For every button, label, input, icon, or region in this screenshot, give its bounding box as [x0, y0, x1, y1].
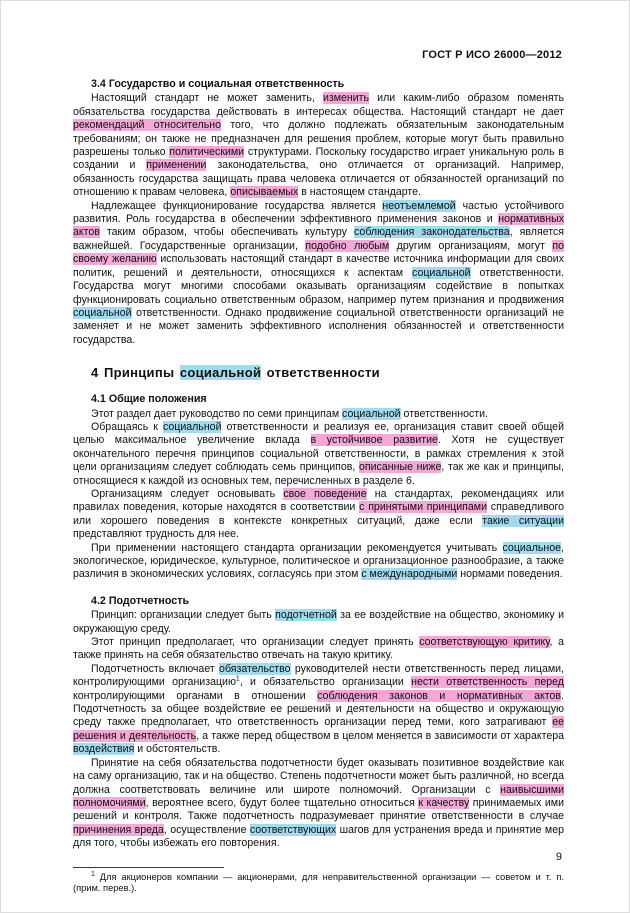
document-body [73, 78, 564, 895]
footnote-body: Для акционеров компании — акционерами, для неправительственной организации — советом и т. п. (прим. перев.). [73, 871, 564, 894]
paragraph: Организациям следует основывать свое поведение на стандартах, рекомендациях или правилах поведения, которые находятся в соответствии с принятыми принципами справедливого или хорошего поведения в контексте конкретных ситуаций, даже если такие ситуации представляют трудность для нее. [73, 487, 565, 541]
paragraph: Настоящий стандарт не может заменить, изменить или каким-либо образом поменять обязательства государства действовать в интересах общества. Настоящий стандарт не дает рекомендаций относительно того, что должно подлежать обязательным законодательным требованиям; он также не предназначен для решения проблем, которые могут быть правильно разрешены только политическими структурами. Поскольку государство играет уникальную роль в создании и применении законодательства, оно отличается от организаций. Например, обязанность государства защищать права человека отличается от обязанностей организаций по отношению к правам человека, описываемых в настоящем стандарте. [73, 92, 564, 199]
page-number: 9 [555, 851, 562, 863]
heading-3-4: 3.4 Государство и социальная ответственность [91, 78, 345, 90]
paragraph: Принцип: организации следует быть подотчетной за ее воздействие на общество, экономику и окружающую среду. [73, 609, 565, 635]
footnote-text [73, 872, 564, 895]
paragraph: Этот раздел дает руководство по семи принципам социальной ответственности. [91, 407, 488, 420]
running-header [422, 49, 562, 61]
paragraph: Подотчетность включает обязательство руководителей нести ответственность перед лицами, контролирующими организацию$^1$, и обязательство организации нести ответственность перед контролирующими органами в отношении соблюдения законов и нормативных актов. Подотчетность за общее воздействие ее решений и деятельности на общество и окружающую среду также предполагает, что ответственность организации перед теми, кого затрагивают ее решения и деятельность, а также перед обществом в целом меняется в зависимости от характера воздействия и обстоятельств. [73, 662, 564, 756]
paragraph: Принятие на себя обязательства подотчетности будет оказывать позитивное воздействие как на саму организацию, так и на общество. Степень подотчетности может быть различной, но всегда должна соответствовать величине или широте полномочий. Организации с наивысшими полномочиями, вероятнее всего, будут более тщательно относиться к качеству принимаемых ими решений и контроля. Также подотчетность подразумевает принятие ответственности в случае причинения вреда, осуществление соответствующих шагов для устранения вреда и принятие мер для того, чтобы избежать его повторения. [73, 756, 564, 850]
footnote-divider [73, 867, 224, 868]
footnote-marker: 1 [91, 870, 95, 878]
heading-4-1: 4.1 Общие положения [91, 393, 207, 406]
paragraph: При применении настоящего стандарта организации рекомендуется учитывать социальное, экологическое, юридическое, культурное, политическое и организационное разнообразие, а также различия в экономических условиях, согласуясь при этом с международными нормами поведения. [73, 541, 564, 581]
footnote [73, 867, 564, 895]
paragraph: Этот принцип предполагает, что организации следует принять соответствующую критику, а также принять на себя обязательство отвечать на такую критику. [73, 636, 564, 662]
heading-4-2: 4.2 Подотчетность [91, 594, 190, 607]
paragraph: Обращаясь к социальной ответственности и реализуя ее, организация ставит своей общей целью максимальное увеличение вклада в устойчивое развитие. Хотя не существует окончательного перечня принципов социальной ответственности, в рамках стремления к этой цели организациям следует соблюдать семь принципов, описанные ниже, так же как и принципы, относящиеся к каждой из основных тем, перечисленных в разделе 6. [73, 420, 565, 487]
standard-designation: ГОСТ Р ИСО 26000—2012 [422, 49, 562, 61]
paragraph: Надлежащее функционирование государства является неотъемлемой частью устойчивого развития. Роль государства в обеспечении эффективного применения законов и нормативных актов таким образом, чтобы обеспечивать культуру соблюдения законодательства, является важнейшей. Государственные организации, подобно любым другим организациям, могут по своему желанию использовать настоящий стандарт в качестве источника информации для своих политик, решений и деятельности, относящихся к аспектам социальной ответственности. Государства могут многими способами оказывать организациям содействие в попытках функционировать социально ответственным образом, например путем признания и продвижения социальной ответственности. Однако продвижение социальной ответственности организаций не заменяет и не может заменить эффективного исполнения обязанностей и ответственности государства. [73, 199, 564, 346]
heading-4: 4 Принципы социальной ответственности [91, 365, 380, 381]
